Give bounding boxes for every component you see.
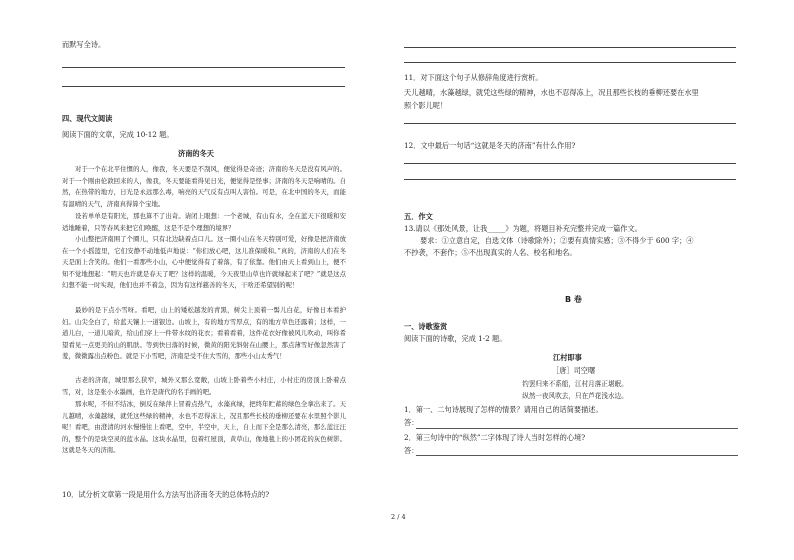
article-paragraph: 最妙的是下点小雪呀。看吧，山上的矮松越发的青黑，树尖上顶着一髻儿白花，好像日本看护妇。山尖全白了，给蓝天镶上一道银边。山坡上，有的地方雪厚点，有的地方草色还露着；这样，一道儿白，一道儿暗黄，给山们穿上一件带水纹的花衣；看着看着，这件花衣好像被风儿吹动，叫你希望看见一点更美的山的肌肤。等到快日落的时候，微黄的阳光斜射在山腰上，那点薄雪好像忽然害了羞，微微露出点粉色。就是下小雪吧，济南是受不住大雪的，那些小山太秀气！ bbox=[62, 306, 346, 361]
section4-heading: 四、现代文阅读 bbox=[62, 114, 113, 123]
answer-line[interactable] bbox=[416, 428, 738, 429]
section5-heading: 五．作文 bbox=[404, 212, 433, 221]
article-paragraph: 小山整把济南围了个圈儿，只有北边缺着点口儿。这一圈小山在冬天特别可爱，好像是把济南放在一个小摇篮里，它们安静不动地低声地说：“你们放心吧，这儿准保暖和。”真的，济南的人们在冬天是面上含笑的。他们一看那些小山，心中便觉得有了着落，有了依靠。他们由天上看到山上，便不知不觉地想起：“明天也许就是春天了吧？这样的温暖，今天夜里山草也许就绿起来了吧？”就是这点幻想不能一时实现，他们也并不着急，因为有这样慈善的冬天，干啥还希望别的呢！ bbox=[62, 235, 346, 290]
article-paragraph: 对于一个在北平住惯的人，像我，冬天要是不刮风，便觉得是奇迹；济南的冬天是没有风声的。对于一个刚由伦敦回来的人，像我，冬天要能看得见日光，便觉得是怪事；济南的冬天是响晴的。自然，在热带的地方，日光是永远那么毒，响亮的天气反有点叫人害怕。可是，在北中国的冬天，而能有温晴的天气，济南真得算个宝地。 bbox=[62, 165, 346, 208]
answer-line bbox=[62, 67, 345, 68]
read-instruction: 阅读下面的文章，完成 10-12 题。 bbox=[62, 130, 174, 139]
poem-author: ［唐］司空曙 bbox=[552, 366, 596, 375]
poem-question-1: 1．第一、二句诗展现了怎样的情景？请用自己的话简要描述。 bbox=[404, 405, 603, 414]
sectionB1-heading: 一、诗歌鉴赏 bbox=[404, 322, 448, 331]
answer-line bbox=[404, 179, 736, 180]
question-11-quote: 照个影儿呢！ bbox=[404, 101, 448, 110]
question-13-requirements: 要求：①立意自定，自选文体（诗歌除外）；②要有真情实感；③不得少于 600 字；④ bbox=[420, 236, 694, 245]
article-title: 济南的冬天 bbox=[178, 149, 214, 158]
question-11: 11．对下面这个句子从修辞角度进行赏析。 bbox=[404, 73, 543, 82]
question-11-quote: 天儿越晴，水藻越绿，就凭这些绿的精神，水也不忍得冻上，况且那些长枝的垂柳还要在水里 bbox=[404, 88, 699, 97]
question-12: 12．文中最后一句话“这就是冬天的济南”有什么作用? bbox=[404, 141, 576, 150]
poem-line: 纵然一夜风吹去，只在芦花浅水边。 bbox=[522, 392, 628, 400]
article-paragraph: 那水呢，不但不结冰，倒反在绿萍上冒着点热气，水藻真绿，把终年贮蓄的绿色全拿出来了。天儿越晴，水藻越绿，就凭这些绿的精神，水也不忍得冻上，况且那些长枝的垂柳还要在水里照个影儿呢！看吧，由澄清的河水慢慢往上看吧，空中，半空中，天上，自上而下全是那么清亮，那么蓝汪汪的，整个的是块空灵的蓝水晶。这块水晶里，包着红屋顶，黄草山，像地毯上的小团花的灰色树影。这就是冬天的济南。 bbox=[62, 400, 346, 455]
answer-label: 答： bbox=[404, 418, 419, 427]
answer-line bbox=[404, 123, 736, 124]
page-number: 2 / 4 bbox=[391, 513, 406, 521]
article-paragraph: 古老的济南，城里那么狭窄，城外又那么宽敞，山坡上卧着些小村庄，小村庄的房顶上卧着点雪，对，这是张小水墨画，也许是唐代的名手画的吧。 bbox=[62, 376, 346, 396]
part-b-heading: B 卷 bbox=[565, 295, 582, 304]
poem-title: 江村即事 bbox=[553, 353, 582, 362]
answer-line[interactable] bbox=[416, 455, 738, 456]
question-13: 13.请以《那处风景，让我_____》为题，将题目补充完整并完成一篇作文。 bbox=[404, 224, 642, 233]
answer-line bbox=[404, 62, 736, 63]
top-instruction: 而默写全诗。 bbox=[62, 40, 106, 49]
answer-label: 答： bbox=[404, 446, 419, 455]
poem-line: 钓罢归来不系船，江村月落正堪眠。 bbox=[522, 380, 628, 388]
poem-instruction: 阅读下面的诗歌，完成 1-2 题。 bbox=[404, 334, 507, 343]
poem-question-2: 2．第三句诗中的“纵然”二字体现了诗人当时怎样的心境? bbox=[404, 433, 586, 442]
article-paragraph: 设若单单是有阳光，那也算不了出奇。请闭上眼想：一个老城，有山有水，全在蓝天下很暖和安适地睡着，只等春风来把它们唤醒，这是不是个理想的境界？ bbox=[62, 212, 346, 232]
question-13-requirements: 不抄袭，不套作；⑤不出现真实的人名、校名和地名。 bbox=[404, 248, 577, 257]
answer-line bbox=[404, 47, 736, 48]
answer-line bbox=[62, 86, 345, 87]
question-10: 10．试分析文章第一段是用什么方法写出济南冬天的总体特点的? bbox=[62, 490, 270, 499]
answer-line bbox=[404, 163, 736, 164]
